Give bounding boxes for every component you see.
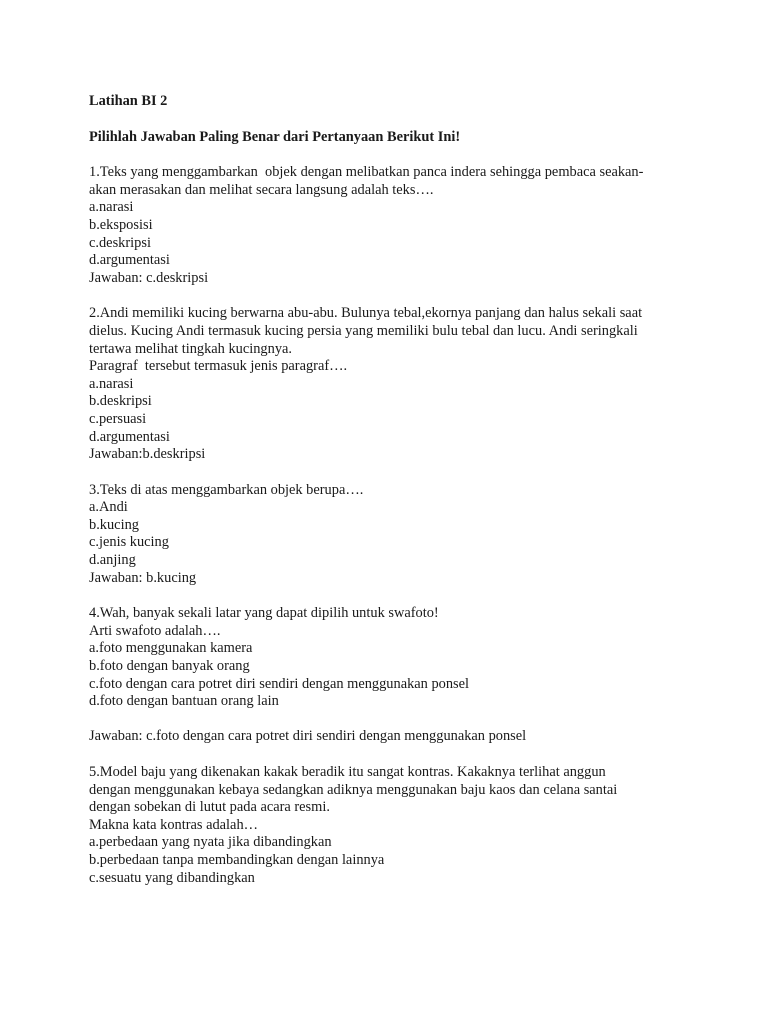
question-text-line: akan merasakan dan melihat secara langsung adalah teks…. <box>89 181 434 198</box>
question-2 <box>89 305 689 463</box>
question-text-line: dengan menggunakan kebaya sedangkan adiknya menggunakan baju kaos dan celana santai <box>89 781 618 798</box>
option-c: c.foto dengan cara potret diri sendiri dengan menggunakan ponsel <box>89 675 470 692</box>
option-a: a.foto menggunakan kamera <box>89 640 253 657</box>
question-text-line: Makna kata kontras adalah… <box>89 816 259 833</box>
option-c: c.jenis kucing <box>89 534 169 551</box>
question-5 <box>89 764 689 887</box>
question-text-line: 5.Model baju yang dikenakan kakak beradik itu sangat kontras. Kakaknya terlihat anggun <box>89 764 606 780</box>
question-text-line: 3.Teks di atas menggambarkan objek berupa…. <box>89 481 364 498</box>
option-d: d.anjing <box>89 552 136 569</box>
question-4 <box>89 605 689 746</box>
option-a: a.narasi <box>89 199 134 216</box>
question-text-line: tertawa melihat tingkah kucingnya. <box>89 340 293 357</box>
option-a: a.perbedaan yang nyata jika dibandingkan <box>89 834 332 851</box>
instruction-text: Pilihlah Jawaban Paling Benar dari Pertanyaan Berikut Ini! <box>89 128 461 145</box>
option-b: b.perbedaan tanpa membandingkan dengan lainnya <box>89 851 385 868</box>
question-text-line: Arti swafoto adalah…. <box>89 622 221 639</box>
option-b: b.eksposisi <box>89 216 153 233</box>
answer-text: Jawaban: c.deskripsi <box>89 269 209 286</box>
blank-line <box>89 711 689 729</box>
answer-text: Jawaban:b.deskripsi <box>89 446 206 463</box>
answer-text: Jawaban: b.kucing <box>89 569 197 586</box>
option-b: b.deskripsi <box>89 393 152 410</box>
option-c: c.persuasi <box>89 410 147 427</box>
question-3 <box>89 482 689 588</box>
question-text-line: Paragraf tersebut termasuk jenis paragraf…. <box>89 358 348 375</box>
question-text-line: dielus. Kucing Andi termasuk kucing persia yang memiliki bulu tebal dan lucu. Andi seringkali <box>89 322 638 339</box>
option-a: a.narasi <box>89 375 134 392</box>
option-c: c.sesuatu yang dibandingkan <box>89 869 255 886</box>
question-text-line: dengan sobekan di lutut pada acara resmi. <box>89 799 330 816</box>
document-body <box>89 93 689 887</box>
answer-text: Jawaban: c.foto dengan cara potret diri sendiri dengan menggunakan ponsel <box>89 728 527 745</box>
option-c: c.deskripsi <box>89 234 151 251</box>
question-text-line: 1.Teks yang menggambarkan objek dengan melibatkan panca indera sehingga pembaca seakan- <box>89 164 644 181</box>
question-text-line: 4.Wah, banyak sekali latar yang dapat dipilih untuk swafoto! <box>89 605 439 622</box>
question-1 <box>89 164 689 287</box>
option-a: a.Andi <box>89 499 128 516</box>
option-d: d.foto dengan bantuan orang lain <box>89 693 279 710</box>
option-d: d.argumentasi <box>89 428 170 445</box>
option-b: b.kucing <box>89 516 139 533</box>
question-text-line: 2.Andi memiliki kucing berwarna abu-abu. Bulunya tebal,ekornya panjang dan halus sekali saat <box>89 305 643 322</box>
option-b: b.foto dengan banyak orang <box>89 658 250 675</box>
option-d: d.argumentasi <box>89 252 170 269</box>
document-title: Latihan BI 2 <box>89 93 168 109</box>
